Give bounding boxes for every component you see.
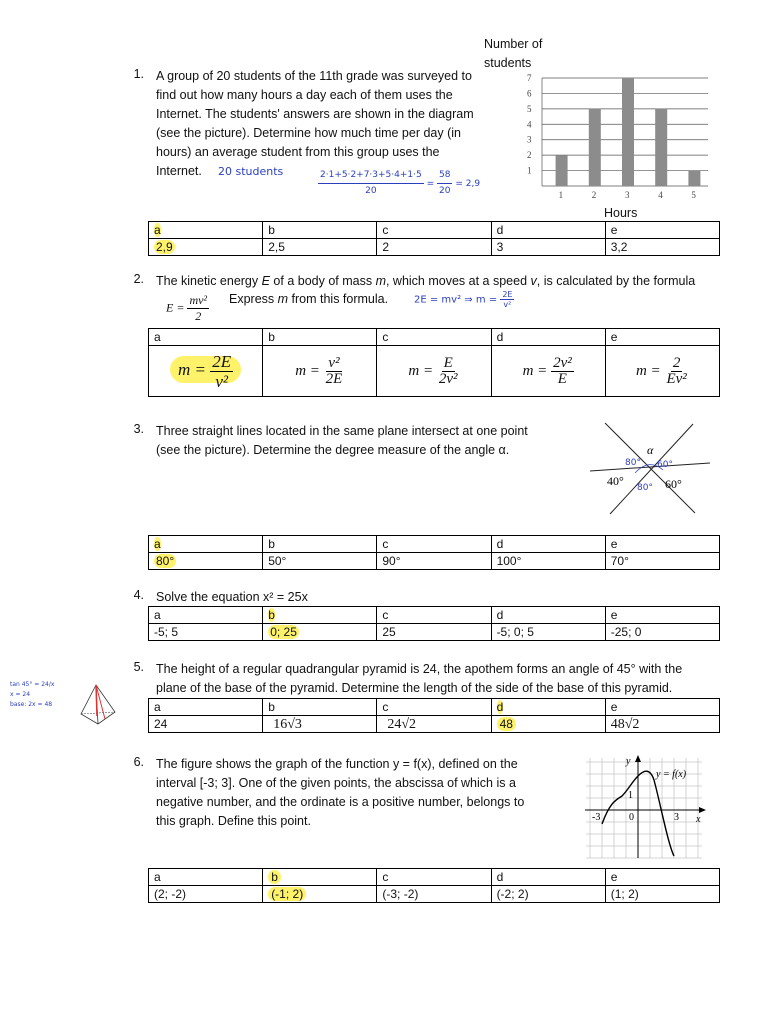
q6-line: negative number, and the ordinate is a positive number, belongs to: [156, 795, 525, 809]
q1-option-value-a[interactable]: 2,9: [149, 239, 263, 256]
q6-option-value-d[interactable]: (-2; 2): [491, 886, 605, 903]
q5-option-value-c[interactable]: 24√2: [377, 716, 491, 733]
q5-handwritten-note: tan 45° = 24/x x = 24 base: 2x = 48: [10, 681, 55, 708]
calc-result: = 2,9: [455, 179, 481, 189]
q4-option-letter-e[interactable]: e: [605, 607, 719, 624]
graph-tick-3: 3: [674, 812, 679, 823]
calc-numerator: 2·1+5·2+7·3+5·4+1·5: [318, 168, 424, 184]
line-1: [590, 463, 710, 471]
q6-line: The figure shows the graph of the function y = f(x), defined on the: [156, 757, 518, 771]
q2-option-value-e[interactable]: m = $\frac{2}{\text{Ev²}}$: [605, 346, 719, 397]
q6-option-letter-a[interactable]: a: [149, 869, 263, 886]
chart-xtick-label: 3: [625, 190, 630, 200]
q4-option-letter-d[interactable]: d: [491, 607, 605, 624]
calc-denominator: 20: [365, 186, 377, 196]
q3-option-value-e[interactable]: 70°: [605, 553, 719, 570]
q2-option-letter-c[interactable]: c: [377, 329, 491, 346]
q4-option-letter-c[interactable]: c: [377, 607, 491, 624]
q6-option-value-a[interactable]: (2; -2): [149, 886, 263, 903]
q1-line: Internet.: [156, 164, 202, 178]
q3-text: [156, 422, 576, 460]
angle-60: 60°: [665, 477, 682, 491]
q2-option-letter-a[interactable]: a: [149, 329, 263, 346]
q5-option-letter-c[interactable]: c: [377, 699, 491, 716]
q5-option-value-e[interactable]: 48√2: [605, 716, 719, 733]
q1-number: 1.: [133, 67, 144, 81]
q1-text: [156, 67, 501, 181]
q4-option-value-e[interactable]: -25; 0: [605, 624, 719, 641]
angle-alpha: α: [647, 443, 654, 457]
chart-ylabel: Number of students: [484, 37, 543, 70]
handwritten-80-left: 80°: [625, 458, 641, 468]
q2-line2: Express m from this formula.: [229, 292, 389, 306]
calc-frac-numerator: 58: [437, 168, 452, 184]
q4-text: Solve the equation x² = 25x: [156, 590, 308, 604]
angle-40: 40°: [607, 474, 624, 488]
q3-option-letter-a[interactable]: a: [149, 536, 263, 553]
pyramid-sketch-icon: [78, 682, 118, 727]
q5-answer-table: [148, 698, 720, 733]
handwritten-80-bottom: 80°: [637, 483, 653, 493]
chart-ytick-label: 6: [527, 88, 532, 99]
q6-option-letter-c[interactable]: c: [377, 869, 491, 886]
students-hours-bar-chart: [508, 68, 713, 208]
q6-text: [156, 755, 576, 831]
q5-option-value-b[interactable]: 16√3: [263, 716, 377, 733]
q1-handwritten-calc: [318, 168, 480, 199]
q3-option-value-a[interactable]: 80°: [149, 553, 263, 570]
q6-option-letter-d[interactable]: d: [491, 869, 605, 886]
q5-option-value-d[interactable]: 48: [491, 716, 605, 733]
q6-answer-table: [148, 868, 720, 903]
q1-option-letter-e[interactable]: e: [605, 222, 719, 239]
graph-tick-m3: -3: [592, 812, 601, 823]
q1-option-value-b[interactable]: 2,5: [263, 239, 377, 256]
chart-ytick-label: 5: [527, 103, 532, 114]
graph-y-label: y: [626, 756, 631, 767]
q6-option-value-c[interactable]: (-3; -2): [377, 886, 491, 903]
q6-option-letter-e[interactable]: e: [605, 869, 719, 886]
chart-bar: [622, 78, 634, 186]
q4-option-value-a[interactable]: -5; 5: [149, 624, 263, 641]
q3-option-letter-b[interactable]: b: [263, 536, 377, 553]
q3-intersecting-lines-figure: [585, 418, 715, 518]
q3-option-letter-c[interactable]: c: [377, 536, 491, 553]
q6-option-letter-b[interactable]: b: [263, 869, 377, 886]
x-axis-arrow: [699, 807, 706, 813]
q2-option-value-a[interactable]: m = $\frac{2E}{\text{v²}}$: [149, 346, 263, 397]
q4-answer-table: [148, 606, 720, 641]
q3-line: (see the picture). Determine the degree measure of the angle α.: [156, 443, 510, 457]
q3-number: 3.: [133, 422, 144, 436]
q5-option-letter-d[interactable]: d: [491, 699, 605, 716]
q5-option-letter-a[interactable]: a: [149, 699, 263, 716]
q4-option-letter-a[interactable]: a: [149, 607, 263, 624]
q4-number: 4.: [133, 588, 144, 602]
q2-option-letter-d[interactable]: d: [491, 329, 605, 346]
q2-option-value-c[interactable]: m = $\frac{E}{\text{2v²}}$: [377, 346, 491, 397]
chart-bar: [655, 109, 667, 186]
q4-option-value-c[interactable]: 25: [377, 624, 491, 641]
q2-handwritten-note: 2E = mv² ⇒ m = $\frac{2E}{\text{v²}}$: [414, 290, 513, 309]
q1-option-value-e[interactable]: 3,2: [605, 239, 719, 256]
q5-option-letter-b[interactable]: b: [263, 699, 377, 716]
chart-xtick-label: 4: [658, 190, 663, 200]
q2-number: 2.: [133, 272, 144, 286]
calc-equals: =: [426, 179, 435, 189]
q2-option-letter-b[interactable]: b: [263, 329, 377, 346]
chart-ytick-label: 4: [527, 119, 532, 130]
q2-option-letter-e[interactable]: e: [605, 329, 719, 346]
q1-handwritten-note: 20 students: [218, 165, 284, 178]
chart-ytick-label: 2: [527, 150, 532, 161]
q2-formula: E = $\frac{\text{mv²}}{2}$: [166, 293, 208, 323]
q1-line: find out how many hours a day each of them uses the: [156, 88, 453, 102]
chart-ytick-label: 7: [527, 73, 532, 83]
q2-option-value-b[interactable]: m = $\frac{\text{v²}}{2E}$: [263, 346, 377, 397]
q3-line: Three straight lines located in the same plane intersect at one point: [156, 424, 528, 438]
chart-bar: [589, 109, 601, 186]
graph-fx-label: y = f(x): [656, 769, 687, 780]
chart-xtick-label: 2: [591, 190, 597, 200]
graph-x-label: x: [696, 814, 701, 825]
q5-line: The height of a regular quadrangular pyramid is 24, the apothem forms an angle of 45° with the: [156, 662, 683, 676]
calc-frac-denominator: 20: [439, 186, 451, 196]
q1-option-letter-d[interactable]: d: [491, 222, 605, 239]
chart-ytick-label: 3: [527, 134, 532, 145]
q2-option-value-d[interactable]: m = $\frac{\text{2v²}}{E}$: [491, 346, 605, 397]
q1-answer-table: [148, 221, 720, 256]
q2-line1: The kinetic energy E of a body of mass m, which moves at a speed v, is calculated by the formula: [156, 274, 696, 288]
q1-option-value-d[interactable]: 3: [491, 239, 605, 256]
q5-option-value-a[interactable]: 24: [149, 716, 263, 733]
q2-answer-table: [148, 328, 720, 397]
q6-function-graph: [582, 752, 712, 862]
q3-answer-table: [148, 535, 720, 570]
y-axis-arrow: [635, 755, 641, 762]
q3-option-value-d[interactable]: 100°: [491, 553, 605, 570]
q3-option-value-c[interactable]: 90°: [377, 553, 491, 570]
q4-option-value-d[interactable]: -5; 0; 5: [491, 624, 605, 641]
q1-line: Internet. The students' answers are shown in the diagram: [156, 107, 474, 121]
q5-number: 5.: [133, 660, 144, 674]
graph-tick-0: 0: [629, 812, 634, 823]
q4-option-value-b[interactable]: 0; 25: [263, 624, 377, 641]
q6-option-value-e[interactable]: (1; 2): [605, 886, 719, 903]
q5-text: [156, 660, 736, 698]
q3-option-value-b[interactable]: 50°: [263, 553, 377, 570]
q3-option-letter-e[interactable]: e: [605, 536, 719, 553]
chart-bar: [556, 155, 568, 186]
q3-option-letter-d[interactable]: d: [491, 536, 605, 553]
q6-option-value-b[interactable]: (-1; 2): [263, 886, 377, 903]
q1-option-letter-a[interactable]: a: [149, 222, 263, 239]
q1-line: hours) an average student from this group uses the: [156, 145, 440, 159]
q1-option-value-c[interactable]: 2: [377, 239, 491, 256]
q5-option-letter-e[interactable]: e: [605, 699, 719, 716]
q1-option-letter-b[interactable]: b: [263, 222, 377, 239]
chart-xlabel: Hours: [604, 206, 638, 220]
chart-bar: [688, 171, 700, 186]
chart-xtick-label: 5: [691, 190, 696, 200]
q1-line: A group of 20 students of the 11th grade was surveyed to: [156, 69, 472, 83]
q1-line: (see the picture). Determine how much time per day (in: [156, 126, 461, 140]
chart-xtick-label: 1: [558, 190, 564, 200]
handwritten-60-right: 60°: [657, 460, 673, 470]
q5-line: plane of the base of the pyramid. Determine the length of the side of the base of this pyramid.: [156, 681, 673, 695]
q6-line: this graph. Define this point.: [156, 814, 311, 828]
q6-number: 6.: [133, 755, 144, 769]
q6-line: interval [-3; 3]. One of the given points, the abscissa of which is a: [156, 776, 516, 790]
q4-option-letter-b[interactable]: b: [263, 607, 377, 624]
q1-option-letter-c[interactable]: c: [377, 222, 491, 239]
graph-tick-1: 1: [628, 790, 633, 801]
chart-ytick-label: 1: [527, 165, 532, 176]
